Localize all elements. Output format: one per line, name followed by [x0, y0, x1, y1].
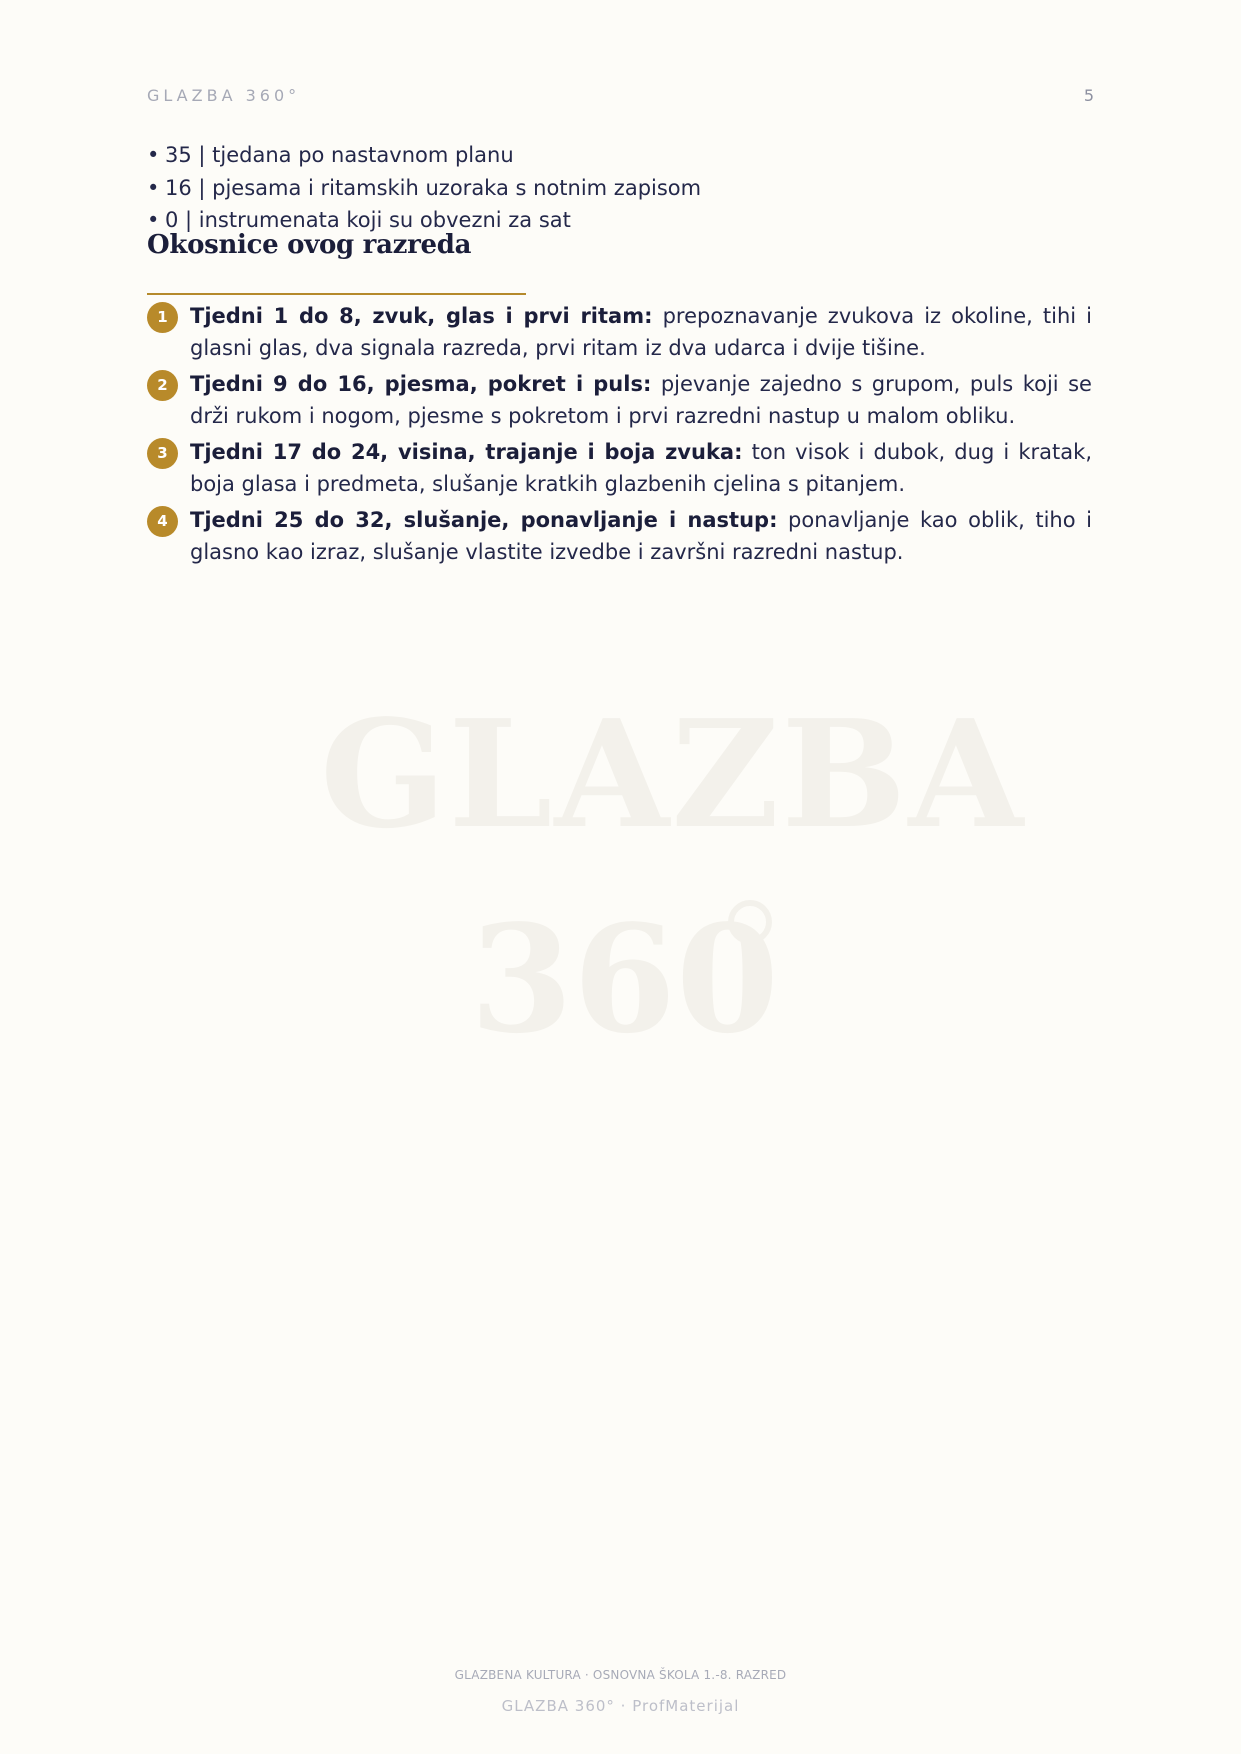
watermark-360-text: 360 — [470, 892, 779, 1066]
milestone-title: Tjedni 1 do 8, zvuk, glas i prvi ritam: — [190, 304, 653, 328]
running-header-title: GLAZBA 360° — [147, 86, 301, 105]
watermark-degree-icon — [728, 900, 772, 944]
heading-underline-divider — [147, 293, 526, 295]
milestone-description: ponavljanje kao oblik, tiho i glasno kao izraz, slušanje vlastite izvedbe i završni razredni nastup. — [190, 508, 1092, 564]
milestones-list — [147, 300, 1092, 572]
page-number: 5 — [1083, 86, 1094, 105]
milestone-description: prepoznavanje zvukova iz okoline, tihi i glasni glas, dva signala razreda, prvi ritam iz dva udarca i dvije tišine. — [190, 304, 1092, 360]
number-badge-icon: 1 — [147, 302, 178, 333]
footer-course-label: GLAZBENA KULTURA · OSNOVNA ŠKOLA 1.-8. RAZRED — [454, 1668, 787, 1682]
bullet-icon: • — [147, 175, 160, 200]
number-badge-icon: 2 — [147, 370, 178, 401]
milestone-title: Tjedni 25 do 32, slušanje, ponavljanje i nastup: — [190, 508, 778, 532]
section-heading: Okosnice ovog razreda — [147, 230, 472, 260]
watermark-glazba-text: GLAZBA — [320, 687, 1026, 861]
stats-item — [147, 139, 701, 172]
milestone-item — [147, 368, 1092, 432]
stats-list — [147, 139, 701, 237]
milestone-description: pjevanje zajedno s grupom, puls koji se drži rukom i nogom, pjesme s pokretom i prvi razredni nastup u malom obliku. — [190, 372, 1092, 428]
milestone-item — [147, 504, 1092, 568]
milestone-title: Tjedni 9 do 16, pjesma, pokret i puls: — [190, 372, 652, 396]
stats-item-text: 0 | instrumenata koji su obvezni za sat — [165, 208, 571, 232]
bullet-icon: • — [147, 143, 160, 167]
milestone-description: ton visok i dubok, dug i kratak, boja glasa i predmeta, slušanje kratkih glazbenih cjelina s pitanjem. — [190, 440, 1092, 496]
milestone-title: Tjedni 17 do 24, visina, trajanje i boja zvuka: — [190, 440, 743, 464]
number-badge-icon: 3 — [147, 438, 178, 469]
stats-item-text: 35 | tjedana po nastavnom planu — [165, 143, 514, 167]
stats-item — [147, 172, 701, 205]
footer-brand-label: GLAZBA 360° · ProfMaterijal — [501, 1697, 740, 1715]
milestone-item — [147, 436, 1092, 500]
bullet-icon: • — [147, 208, 160, 232]
milestone-item — [147, 300, 1092, 364]
stats-item-text: 16 | pjesama i ritamskih uzoraka s notnim zapisom — [165, 175, 702, 200]
number-badge-icon: 4 — [147, 506, 178, 537]
